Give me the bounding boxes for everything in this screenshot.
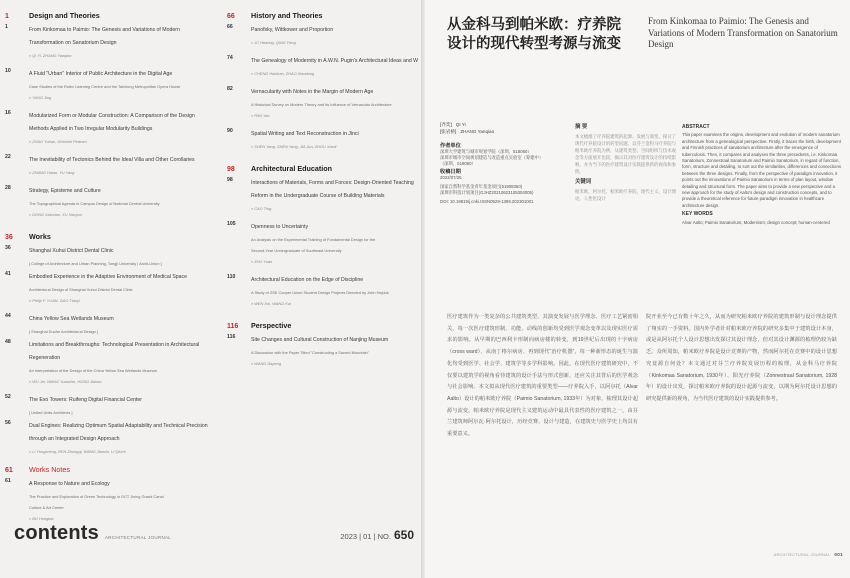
toc-entry[interactable] [227,128,422,152]
entry-title: The Exo Towers: Ruifeng Digital Financial Center [29,397,142,403]
entry-title: The Inevitability of Tectonics Behind the Ideal Villa and Other Corollaries [29,157,195,163]
spacer [5,459,215,464]
toc-section-heading [5,466,215,474]
entry-title: Interactions of Materials, Forms and Forces: Design-Oriented Teaching [251,180,414,186]
spacer [227,311,422,320]
entry-title-cont: Methods Applied in Two Irregular Modularity Buildings [29,126,153,132]
entry-page-number: 36 [5,245,11,251]
entry-title: Limitations and Breakthroughs: Technological Presentation in Architectural [29,342,200,348]
doi: DOI: 10.19819/j.cnki.ISSN0529-1399.202301001 [440,199,534,204]
entry-page-number: 66 [227,24,233,30]
toc-entry[interactable] [5,339,215,387]
toc-entry[interactable] [227,86,422,121]
entry-subtitle-cont: Culture & Art Center [29,505,64,510]
entry-title: A Response to Nature and Ecology [29,481,110,487]
toc-section-heading [227,322,422,330]
entry-authors: » ZHANG Haiao, YU Yang [29,170,75,175]
received-label: 收稿日期 [440,169,461,175]
toc-entry[interactable] [5,478,215,524]
entry-title: Modularized Form or Modular Construction: A Comparison of the Design [29,113,195,119]
entry-page-number: 48 [5,339,11,345]
entry-title: Site Changes and Cultural Construction of Nanjing Museum [251,337,389,343]
entry-authors: » WEN Xin, WANG Kai [251,301,291,306]
entry-body [29,313,215,337]
entry-subtitle: A Study of ZSE Cooper Union Student Design Projects Directed by John Hejduk [251,290,389,295]
entry-title: Dual Engines: Realizing Optimum Spatial Adaptability and Technical Precision [29,423,208,429]
entry-subtitle: [ Shanghai Duohe Architectural Design ] [29,329,98,334]
entry-page-number: 61 [5,478,11,484]
toc-entry[interactable] [227,24,422,48]
toc-entry[interactable] [5,420,215,457]
article-page [425,0,850,578]
body-column-2: 院开业至今已有数十年之久，从而为研究帕米欧疗养院的建筑形制与设计理念提供了翔实的一手资料。国内外学者针对帕米欧疗养院的研究多集中于建筑设计本身，或是从阿尔托个人设计思想出发探讨其设计理念，但对其设计渊源的梳理仍较为缺乏。众所周知，帕米欧疗养院是设计竞赛的产物，然而阿尔托在竞赛中的设计思想究竟源自何处？本文通过对芬兰疗养院发展历程的梳理，从金科马疗养院（Kinkomaa Sanatorium, 1930年）、阳光疗养院（Zonnestraal Sanatorium, 1928年）的设计出发，探讨帕米欧疗养院的设计起源与流变，以期为阿尔托设计思想的研究提供新的视角，为当代医疗建筑的设计实践提供参考。 [646,314,837,402]
toc-column-right [227,10,422,371]
entry-body [29,339,215,387]
entry-subtitle: The Topographical Agenda in Campus Design of National Central University [29,201,160,206]
page-number: 001 [834,552,843,557]
entry-title: A Fluid "Urban" Interior of Public Architecture in the Digital Age [29,71,173,77]
abstract-cn [575,124,680,202]
entry-body [29,478,215,524]
entry-authors: » WANG Dapeng [251,361,281,366]
entry-authors: » JC Hearing, QING Feng [251,40,296,45]
section-title: Architectural Education [251,164,333,173]
entry-authors: » CAO Ting [251,206,272,211]
spacer [5,222,215,231]
toc-entry[interactable] [227,274,422,309]
toc-entry[interactable] [227,177,422,214]
entry-body [251,128,422,152]
author-list [440,122,494,135]
entry-authors: » LI Yongzheng, REN Zhongqi, WANG Jianxin, LI Qiuhe [29,449,126,454]
entry-authors: » SHEN Yang, SHEN Yang, JIA Jun, ZHOU Xiaoli [251,144,337,149]
journal-name: ARCHITECTURAL JOURNAL [104,535,172,540]
keywords-cn-label: 关键词 [575,179,592,185]
abstract-en-text: This paper examines the origins, development and evolution of modern sanatorium architecture from a genealogical perspective. Firstly, it traces the birth, development and Finnish practices of sanatorium architecture after the emergence of tuberculosis. Then, it compares and analyses the three precedents, i.e. Kinkomaa Sanatorium, Zonnestraal Sanatorium and Paimio Sanatorium, in regard of function, form, structure and detailing, to sort out the similarities, differences and connections between the three designs. Finally, from the perspective of paradigm innovation, it points out the innovations of Paimio Sanatorium in terms of plan layout, window detailing and structural form. The paper aims to provide a new perspective and a new approach for the study of Aalto's design and construction concepts, and to provide a theoretical reference for future paradigm innovation in healthcare architecture design. [682,132,841,208]
entry-subtitle: Case Studies of the Rolex Learning Centre and the Taichung Metropolitan Opera House [29,84,181,89]
fund-line: 国家自然科学基金青年基金项目(51908360) [440,184,523,189]
contents-wordmark: contents [14,522,99,544]
entry-title-cont: Reform in the Undergraduate Course of Building Materials [251,193,385,199]
entry-title: The Genealogy of Modernity in A.W.N. Pugin's Architectural Ideas and W [251,58,419,64]
spacer [227,154,422,163]
entry-body [29,68,215,103]
keywords-en-text: Alvar Aalto; Paimio Sanatorium; Modernism; design concept; human-centered [682,219,830,225]
entry-subtitle: [ United Units Architects ] [29,410,73,415]
entry-body [29,154,215,178]
entry-authors: » WU Jin, WANG Yuanzhe, HONG Jiahao [29,379,102,384]
entry-body [251,86,422,121]
entry-title: Spatial Writing and Text Reconstruction in Jinci [251,131,359,137]
article-title-cn: 从金科马到帕米欧：疗养院设计的现代转型考源与流变 [447,17,621,52]
section-title: History and Theories [251,11,323,20]
entry-page-number: 82 [227,86,233,92]
abstract-en [682,124,842,226]
entry-page-number: 116 [227,334,236,340]
affiliation-line: （深圳，518060） [440,161,476,166]
entry-body [251,221,422,267]
section-title: Works [29,232,51,241]
entry-body [251,334,422,369]
entry-authors: » DONG Xiaoxiao, XU Haoyun [29,212,82,217]
entry-body [29,420,215,457]
entry-title-cont: Regeneration [29,355,61,361]
entry-body [251,274,422,309]
toc-entry[interactable] [5,394,215,418]
entry-title: Vernacularity with Notes in the Margin of Modern Age [251,89,374,95]
entry-body [29,24,215,61]
contents-footer [14,522,414,550]
entry-authors: » ZHAO Yuhan, Ghebriel Pedram [29,139,87,144]
abstract-cn-text: 本文梳理了疗养院建筑的起源、发展与演变。探讨了现代疗养院设计的转型问题，以芬兰金科马疗养院与帕米欧疗养院为例，从建筑类型、空间组织与技术观念等方面展开比较，揭示其对医疗建筑设计的持续影响，并为当下的医疗建筑设计实践提供新的视角和参照。 [575,134,676,174]
entry-page-number: 41 [5,271,11,277]
entry-page-number: 90 [227,128,233,134]
toc-section-heading [5,12,215,20]
section-title: Works Notes [29,465,71,474]
entry-page-number: 22 [5,154,11,160]
entry-page-number: 10 [5,68,11,74]
entry-body [29,394,215,418]
fund-line: 深圳市科技计划项目(GJHZ20210623105304005) [440,190,534,195]
entry-page-number: 74 [227,55,233,61]
entry-title: China Yellow Sea Wetlands Museum [29,316,114,322]
section-title: Design and Theories [29,11,100,20]
article-footer [448,552,843,557]
article-title-en: From Kinkomaa to Paimio: The Genesis and Variations of Modern Transformation on Sanatorium Design [648,16,838,49]
running-journal: ARCHITECTURAL JOURNAL [773,553,831,557]
author-name-cn: [张岩桥] [440,128,457,134]
toc-section-heading [5,233,215,241]
entry-title-cont: through an Integrated Design Approach [29,436,120,442]
toc-entry[interactable] [5,271,215,306]
toc-entry[interactable] [5,110,215,147]
toc-entry[interactable] [227,221,422,267]
entry-page-number: 44 [5,313,11,319]
entry-authors: » PAN Yan [251,113,270,118]
body-column-1: 医疗建筑作为一类复杂的公共建筑类型，其演变发展与医学理念、医疗工艺紧密相关，每一次医疗建筑形制、功能、动线的创新均受到医学观念变革以及现实医疗需求的影响。从早期的巴西利卡形制向病房楼的转变，到19世纪后出现的十字病房（cross ward），从南丁格尔病房、再到现代“治疗机器”，每一种新形态的诞生与演化均受到医学、社会学、建筑学等多学科影响。因此，在现代医疗建筑研究中，不仅要以建筑学的视角看待建筑的设计手法与形式创新，还应关注其背后的医学观念与社会影响。本文拟从现代医疗建筑的重要类型——疗养院入手，以阿尔托（Alvar Aalto）设计的帕米欧疗养院（Paimio Sanatorium, 1933年）为对象，梳理其设计起源与流变。帕米欧疗养院是现代主义建筑运动中最具代表性的医疗建筑之一，由芬兰建筑师阿尔瓦·阿尔托设计，历经竞赛、设计与建造，在建筑史与医学史上均具有重要意义。 [447,314,638,438]
section-page-number: 116 [227,323,239,330]
entry-subtitle: [ College of Architecture and Urban Planning, Tongji University | Archi-Union ] [29,261,162,266]
entry-authors: » BO Hongtao [29,516,54,521]
entry-authors: » Philip F. YUAN, GAO Tianyi [29,298,80,303]
section-page-number: 1 [5,13,9,20]
toc-entry[interactable] [5,245,215,269]
entry-title: Embodied Experience in the Adaptive Environment of Medical Space [29,274,188,280]
toc-entry[interactable] [5,24,215,61]
affiliation-line: 深圳大学建筑与城市规划学院（深圳，518060） [440,149,532,154]
toc-entry[interactable] [227,334,422,369]
abstract-cn-label: 摘 要 [575,124,588,130]
entry-page-number: 52 [5,394,11,400]
entry-page-number: 110 [227,274,236,280]
section-page-number: 61 [5,467,13,474]
entry-page-number: 16 [5,110,11,116]
entry-title: Panofsky, Wittkower and Proportion [251,27,334,33]
entry-authors: » YANG Jing [29,95,52,100]
section-page-number: 98 [227,166,235,173]
author-name-cn: [齐奕] [440,122,452,127]
entry-subtitle: An Analysis on the Experimental Training of Fundamental Design for the [251,237,376,242]
entry-body [251,24,422,48]
entry-page-number: 1 [5,24,8,30]
toc-section-heading [227,12,422,20]
entry-authors: » CHENG Haishan, ZHAO Xiaodong [251,71,315,76]
entry-subtitle: A Historical Survey on Modern Theory and Its Influence of Vernacular Architecture [251,102,392,107]
entry-page-number: 56 [5,420,11,426]
toc-section-heading [227,165,422,173]
issue-label [340,528,414,542]
abstract-en-label: ABSTRACT [682,124,710,130]
author-name-en: QI Yi [455,122,466,127]
entry-page-number: 98 [227,177,233,183]
entry-authors: » QI Yi, ZHANG Yanqiao [29,53,72,58]
entry-body [251,55,422,79]
entry-body [29,245,215,269]
section-page-number: 66 [227,13,235,20]
contents-page [0,0,421,578]
entry-subtitle: The Practice and Exploration of Green Technology in OCT Jining Grand Canal [29,494,164,499]
author-name-en: ZHANG Yanqiao [460,128,495,134]
toc-entry[interactable] [5,154,215,178]
entry-body [29,110,215,147]
affiliation-line: 深圳市城市空间规划建造与改造重点实验室（筹建中） [440,155,544,160]
toc-entry[interactable] [227,55,422,79]
entry-title: From Kinkomaa to Paimio: The Genesis and Variations of Modern [29,27,180,33]
article-meta [440,141,570,205]
toc-column-left [5,10,215,526]
entry-body [29,271,215,306]
author-row [440,129,494,136]
issue-text: 2023 | 01 | NO. [340,532,391,541]
section-page-number: 36 [5,234,13,241]
toc-entry[interactable] [5,68,215,103]
toc-entry[interactable] [5,313,215,337]
entry-subtitle: A Discussion with the Paper Titled "Constructing a Sacred Mountain" [251,350,370,355]
entry-subtitle: Architectural Design of Shanghai Xuhui District Dental Clinic [29,287,133,292]
entry-authors: » ZHU Yuan [251,259,273,264]
entry-title: Shanghai Xuhui District Dental Clinic [29,248,114,254]
toc-entry[interactable] [5,185,215,220]
entry-title: Architectural Education on the Edge of Discipline [251,277,364,283]
section-title: Perspective [251,321,292,330]
entry-title: Strategy, Episteme and Culture [29,188,101,194]
entry-subtitle-cont: Second-Year Undergraduate of Southeast University [251,248,342,253]
entry-body [29,185,215,220]
entry-page-number: 105 [227,221,236,227]
entry-title: Openness to Uncertainty [251,224,309,230]
keywords-cn-text: 帕米欧，阿尔托，帕米欧疗养院，现代主义，设计理论，人性化设计 [575,189,676,201]
keywords-en-label: KEY WORDS [682,211,713,218]
entry-body [251,177,422,214]
entry-title-cont: Transformation on Sanatorium Design [29,40,117,46]
issue-number: 650 [393,528,414,542]
entry-subtitle: An Interpretation of the Design of the China Yellow Sea Wetlands Museum [29,368,158,373]
entry-page-number: 28 [5,185,11,191]
received-date: 2022/07/25 [440,175,462,180]
affiliation-label: 作者单位 [440,143,461,149]
